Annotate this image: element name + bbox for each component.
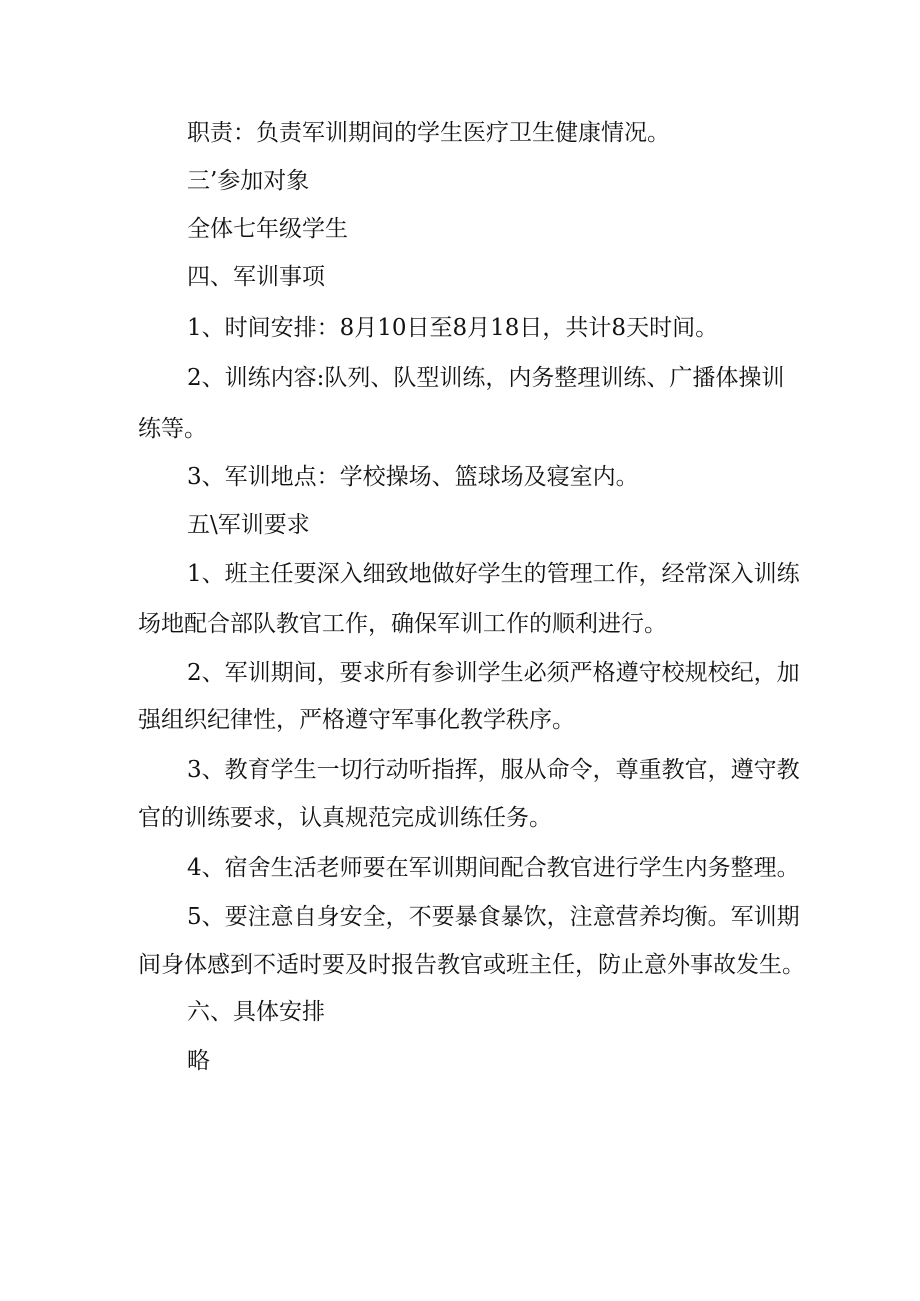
doc-line: 3、教育学生一切行动听指挥，服从命令，尊重教官，遵守教 <box>187 757 800 783</box>
doc-line: 2、训练内容:队列、队型训练，内务整理训练、广播体操训 <box>187 365 785 391</box>
section-heading: 五\军训要求 <box>187 512 310 538</box>
doc-line: 1、时间安排：8月10日至8月18日，共计8天时间。 <box>187 315 719 341</box>
doc-line: 官的训练要求，认真规范完成训练任务。 <box>138 805 552 831</box>
doc-line: 练等。 <box>138 416 207 442</box>
doc-line: 全体七年级学生 <box>187 216 348 242</box>
doc-line: 2、军训期间，要求所有参训学生必须严格遵守校规校纪，加 <box>187 660 800 686</box>
doc-line: 场地配合部队教官工作，确保军训工作的顺利进行。 <box>138 611 667 637</box>
section-heading: 三’参加对象 <box>187 168 310 194</box>
doc-line: 强组织纪律性，严格遵守军事化教学秩序。 <box>138 707 575 733</box>
doc-line: 5、要注意自身安全，不要暴食暴饮，注意营养均衡。军训期 <box>187 904 800 930</box>
doc-line: 1、班主任要深入细致地做好学生的管理工作，经常深入训练 <box>187 561 800 587</box>
doc-line: 间身体感到不适时要及时报告教官或班主任，防止意外事故发生。 <box>138 952 805 978</box>
doc-line: 3、军训地点：学校操场、篮球场及寝室内。 <box>187 464 639 490</box>
section-heading: 六、具体安排 <box>187 999 325 1025</box>
doc-line: 略 <box>187 1048 210 1074</box>
doc-line: 职责：负责军训期间的学生医疗卫生健康情况。 <box>187 120 670 146</box>
doc-line: 4、宿舍生活老师要在军训期间配合教官进行学生内务整理。 <box>187 855 800 881</box>
section-heading: 四、军训事项 <box>187 264 325 290</box>
